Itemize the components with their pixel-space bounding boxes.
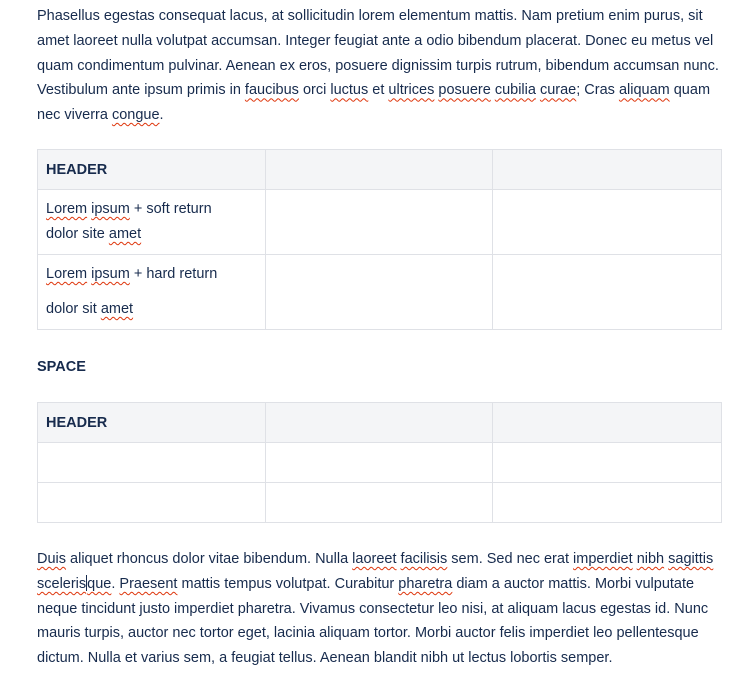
table-cell-empty[interactable] — [493, 255, 722, 330]
cell-line — [46, 262, 257, 287]
table-header-cell[interactable]: HEADER — [38, 150, 266, 190]
misspelled-word[interactable]: ipsum — [91, 266, 130, 282]
table-row — [38, 443, 722, 483]
table-2[interactable] — [37, 402, 722, 523]
table-header-cell-empty[interactable] — [266, 403, 493, 443]
table-1[interactable] — [37, 149, 722, 330]
misspelled-word[interactable]: curae — [539, 82, 577, 99]
misspelled-word[interactable]: facilisis — [400, 551, 448, 567]
table-header-row — [38, 403, 722, 443]
table-header-row — [38, 150, 722, 190]
table-cell[interactable] — [38, 255, 266, 330]
table-header-cell-empty[interactable] — [266, 150, 493, 190]
text-run: que — [87, 575, 112, 592]
misspelled-word[interactable]: amet — [108, 225, 142, 242]
text-run: dolor site — [46, 225, 109, 242]
table-header-cell-empty[interactable] — [493, 403, 722, 443]
misspelled-word[interactable]: nibh — [636, 551, 665, 567]
misspelled-word[interactable]: amet — [100, 300, 134, 317]
text-run: . — [159, 107, 164, 124]
text-run: sem. Sed nec erat — [447, 551, 574, 567]
text-run: mattis tempus volutpat. Curabitur — [177, 575, 399, 592]
misspelled-word[interactable]: posuere — [438, 82, 491, 99]
text-run: Phasellus egestas consequat lacus, at sollicitudin lorem elementum mattis. Nam pretium enim purus, sit amet laoreet nulla volutpat accumsan. Integer feugiat ante a odio bibendum placerat. Donec eu metus vel quam condimentum pulvinar. Aenean ex eros, posuere dignissim turpis rutrum, bibendum accumsan nunc. Vestibulum ante ipsum primis in — [37, 8, 719, 99]
text-run: ; Cras — [576, 82, 619, 99]
table-cell[interactable] — [38, 190, 266, 255]
table-row — [38, 255, 722, 330]
text-run: aliquet rhoncus dolor vitae bibendum. Nulla — [66, 551, 353, 567]
misspelled-word[interactable]: Praesent — [119, 575, 178, 592]
table-cell-empty[interactable] — [38, 483, 266, 523]
misspelled-word[interactable]: cubilia — [494, 82, 536, 99]
text-run: dolor sit — [46, 300, 101, 317]
table-header-cell-empty[interactable] — [493, 150, 722, 190]
text-run: orci — [298, 82, 331, 99]
misspelled-word[interactable]: luctus — [330, 82, 369, 99]
cell-line — [46, 222, 257, 247]
space-heading[interactable]: SPACE — [37, 359, 86, 375]
table-cell-empty[interactable] — [266, 190, 493, 255]
table-cell-empty[interactable] — [493, 190, 722, 255]
table-cell-empty[interactable] — [38, 443, 266, 483]
misspelled-word[interactable]: sagittis — [668, 551, 714, 567]
misspelled-word[interactable]: ultrices — [388, 82, 435, 99]
misspelled-word[interactable]: aliquam — [618, 82, 670, 99]
misspelled-word[interactable]: Lorem — [46, 201, 88, 217]
text-run: + hard return — [129, 266, 218, 282]
table-cell-empty[interactable] — [493, 483, 722, 523]
misspelled-word[interactable]: pharetra — [398, 575, 453, 592]
table-cell-empty[interactable] — [266, 483, 493, 523]
intro-paragraph[interactable] — [37, 4, 727, 128]
table-row — [38, 190, 722, 255]
misspelled-word[interactable]: imperdiet — [573, 551, 633, 567]
text-run: quam nec viverra — [37, 82, 711, 124]
text-run: et — [368, 82, 389, 99]
misspelled-word[interactable]: Duis — [37, 551, 67, 567]
closing-paragraph[interactable] — [37, 547, 727, 671]
text-run: . — [111, 575, 120, 592]
table-row — [38, 483, 722, 523]
text-run: sceleris — [37, 575, 87, 592]
table-cell-empty[interactable] — [266, 255, 493, 330]
misspelled-word[interactable]: Lorem — [46, 266, 88, 282]
text-run: + soft return — [129, 201, 212, 217]
table-cell-empty[interactable] — [493, 443, 722, 483]
table-header-cell[interactable]: HEADER — [38, 403, 266, 443]
text-run: diam a auctor mattis. Morbi vulputate neque tincidunt justo imperdiet pharetra. Vivamus consectetur leo nisi, at aliquam lacus egestas id. Nunc mauris turpis, auctor nec tortor eget, lacinia aliquam tortor. Morbi auctor felis imperdiet leo pellentesque dictum. Nulla et varius sem, a feugiat tellus. Aenean blandit nibh ut lectus lobortis semper. — [37, 575, 709, 667]
misspelled-word[interactable]: faucibus — [244, 82, 299, 99]
misspelled-word[interactable]: congue — [111, 107, 160, 124]
misspelled-word[interactable]: ipsum — [91, 201, 130, 217]
cell-line — [46, 297, 257, 322]
misspelled-word[interactable] — [37, 576, 111, 592]
table-cell-empty[interactable] — [266, 443, 493, 483]
cell-line — [46, 197, 257, 222]
misspelled-word[interactable]: laoreet — [352, 551, 397, 567]
